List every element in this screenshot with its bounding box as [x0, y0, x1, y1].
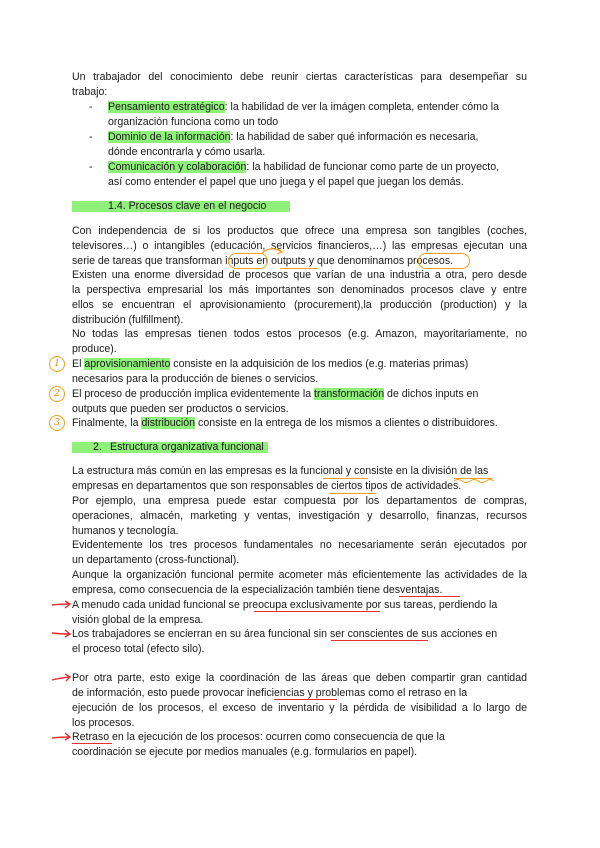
section-heading-1-4: 1.4. Procesos clave en el negocio: [108, 200, 267, 212]
desventajas-term: desventajas.: [382, 584, 443, 596]
paragraph-line-desventajas: empresa, como consecuencia de la especialización también tiene desventajas.: [72, 584, 443, 596]
preocupa-underline-annotation: [254, 611, 380, 612]
red-arrow-4: [52, 733, 70, 740]
paragraph-line: produce).: [72, 343, 117, 355]
red-arrow-3: [52, 674, 70, 681]
bullet-item-1: Pensamiento estratégico: la habilidad de ver la imágen completa, entender cómo la: [108, 101, 500, 113]
paragraph-line: televisores…) o intangibles (educación, servicios financieros,…) las empresas ejecutan una: [72, 240, 527, 252]
highlight-term: Comunicación y colaboración: [108, 161, 247, 173]
section-heading-2: Estructura organizativa funcional: [110, 441, 264, 453]
retraso-underline-annotation: [72, 743, 112, 744]
paragraph-line: ellos se encuentran el aprovisionamiento (procurement),la producción (production) y la: [72, 299, 527, 311]
preocupa-term: preocupa exclusivamente: [242, 599, 363, 611]
disadvantage-item-1-cont: visión global de la empresa.: [72, 614, 204, 626]
paragraph-line: operaciones, almacén, marketing y ventas, investigación y desarrollo, finanzas, recursos: [72, 510, 527, 522]
red-arrow-2: [52, 630, 70, 637]
funcional-underline-annotation: [323, 478, 368, 479]
red-arrow-1: [52, 601, 70, 608]
paragraph-line: No todas las empresas tienen todos estos procesos (e.g. Amazon, mayoritariamente, no: [72, 328, 527, 340]
bullet-dash: -: [89, 101, 93, 113]
paragraph-line: Por otra parte, esto exige la coordinación de las áreas que deben compartir gran cantidad: [72, 672, 527, 684]
process-item-2: El proceso de producción implica evidentemente la transformación de dichos inputs en: [72, 388, 479, 400]
disadvantage-item-1: A menudo cada unidad funcional se preocupa exclusivamente por sus tareas, perdiendo la: [72, 599, 498, 611]
paragraph-line-inputs-outputs: serie de tareas que transforman inputs en outputs y que denominamos procesos.: [72, 255, 454, 267]
sin-ser-conscientes-underline-annotation: [331, 640, 428, 641]
paragraph-line: los procesos.: [72, 717, 135, 729]
paragraph-line: Aunque la organización funcional permite acometer más eficientemente las actividades de la: [72, 569, 527, 581]
paragraph-line: Con independencia de si los productos que ofrece una empresa son tangibles (coches,: [72, 225, 527, 237]
paragraph-line: distribución (fulfillment).: [72, 314, 184, 326]
highlight-term: transformación: [314, 388, 385, 400]
inputs-circle-annotation: [228, 253, 268, 269]
bullet-item-3: Comunicación y colaboración: la habilidad de funcionar como parte de un proyecto,: [108, 161, 500, 173]
paragraph-line-retraso: Retraso en la ejecución de los procesos: ocurren como consecuencia de que la: [72, 731, 445, 743]
paragraph-line: ejecución de los procesos, el exceso de inventario y la pérdida de visibilidad a lo largo de: [72, 702, 527, 714]
inputs-term: inputs: [225, 255, 254, 267]
highlight-term: distribución: [141, 417, 196, 429]
paragraph-line: la perspectiva empresarial los más importantes son denominados procesos clave y entre: [72, 284, 527, 296]
outputs-term: outputs: [271, 255, 306, 267]
bullet-item-2-cont: dónde encontrarla y cómo usarla.: [108, 146, 266, 158]
paragraph-line: coordinación se ejecute por medios manuales (e.g. formularios en papel).: [72, 746, 418, 758]
paragraph-line-funcional: La estructura más común en las empresas es la funcional y consiste en la división de las: [72, 465, 489, 477]
section-heading-2-number: 2.: [93, 441, 102, 453]
paragraph-line: Evidentemente los tres procesos fundamentales no necesariamente serán ejecutados por: [72, 539, 527, 551]
sin-ser-conscientes-term: sin ser conscientes: [313, 628, 404, 640]
paragraph-line-ineficiencias: de información, esto puede provocar ineficiencias y problemas como el retraso en la: [72, 687, 468, 699]
disadvantage-item-2: Los trabajadores se encierran en su área funcional sin ser conscientes de sus acciones en: [72, 628, 498, 640]
process-item-3: Finalmente, la distribución consiste en la entrega de los mismos a clientes o distribuidores.: [72, 417, 498, 429]
division-term: división: [421, 465, 458, 477]
paragraph-line: Por ejemplo, una empresa puede estar compuesta por los departamentos de compras,: [72, 495, 527, 507]
division-underline-annotation: [454, 478, 492, 479]
disadvantage-item-2-cont: el proceso total (efecto silo).: [72, 643, 205, 655]
process-item-2-cont: outputs que pueden ser productos o servicios.: [72, 403, 289, 415]
paragraph-line: Existen una enorme diversidad de procesos que varían de una industria a otra, pero desde: [72, 269, 527, 281]
process-item-1: El aprovisionamiento consiste en la adquisición de los medios (e.g. materias primas): [72, 358, 469, 370]
bullet-dash: -: [89, 131, 93, 143]
process-item-1-cont: necesarios para la producción de bienes o servicios.: [72, 373, 319, 385]
highlight-term: Pensamiento estratégico: [108, 101, 225, 113]
highlight-term: aprovisionamiento: [84, 358, 171, 370]
handwritten-number-3: 3: [49, 415, 65, 431]
funcional-term: funcional: [300, 465, 343, 477]
handwritten-number-1: 1: [49, 356, 65, 372]
procesos-circle-annotation: [418, 253, 470, 269]
paragraph-line: un departamento (cross-functional).: [72, 554, 240, 566]
ineficiencias-term: ineficiencias: [246, 687, 305, 699]
intro-line-2: trabajo:: [72, 86, 108, 98]
intro-line-1: Un trabajador del conocimiento debe reunir ciertas características para desempeñar su: [72, 71, 527, 83]
bullet-item-2: Dominio de la información: la habilidad de saber qué información es necesaria,: [108, 131, 479, 143]
desventajas-underline-annotation: [399, 596, 460, 597]
paragraph-line: humanos y tecnología.: [72, 525, 179, 537]
highlight-term: Dominio de la información: [108, 131, 231, 143]
procesos-term: procesos: [407, 255, 451, 267]
ineficiencias-underline-annotation: [274, 699, 337, 700]
bullet-item-3-cont: así como entender el papel que uno juega y el papel que juegan los demás.: [108, 176, 464, 188]
handwritten-number-2: 2: [49, 386, 65, 402]
bullet-item-1-cont: organización funciona como un todo: [108, 116, 279, 128]
bullet-dash: -: [89, 161, 93, 173]
retraso-term: Retraso: [72, 731, 110, 743]
paragraph-line: empresas en departamentos que son responsables de ciertos tipos de actividades.: [72, 480, 462, 492]
